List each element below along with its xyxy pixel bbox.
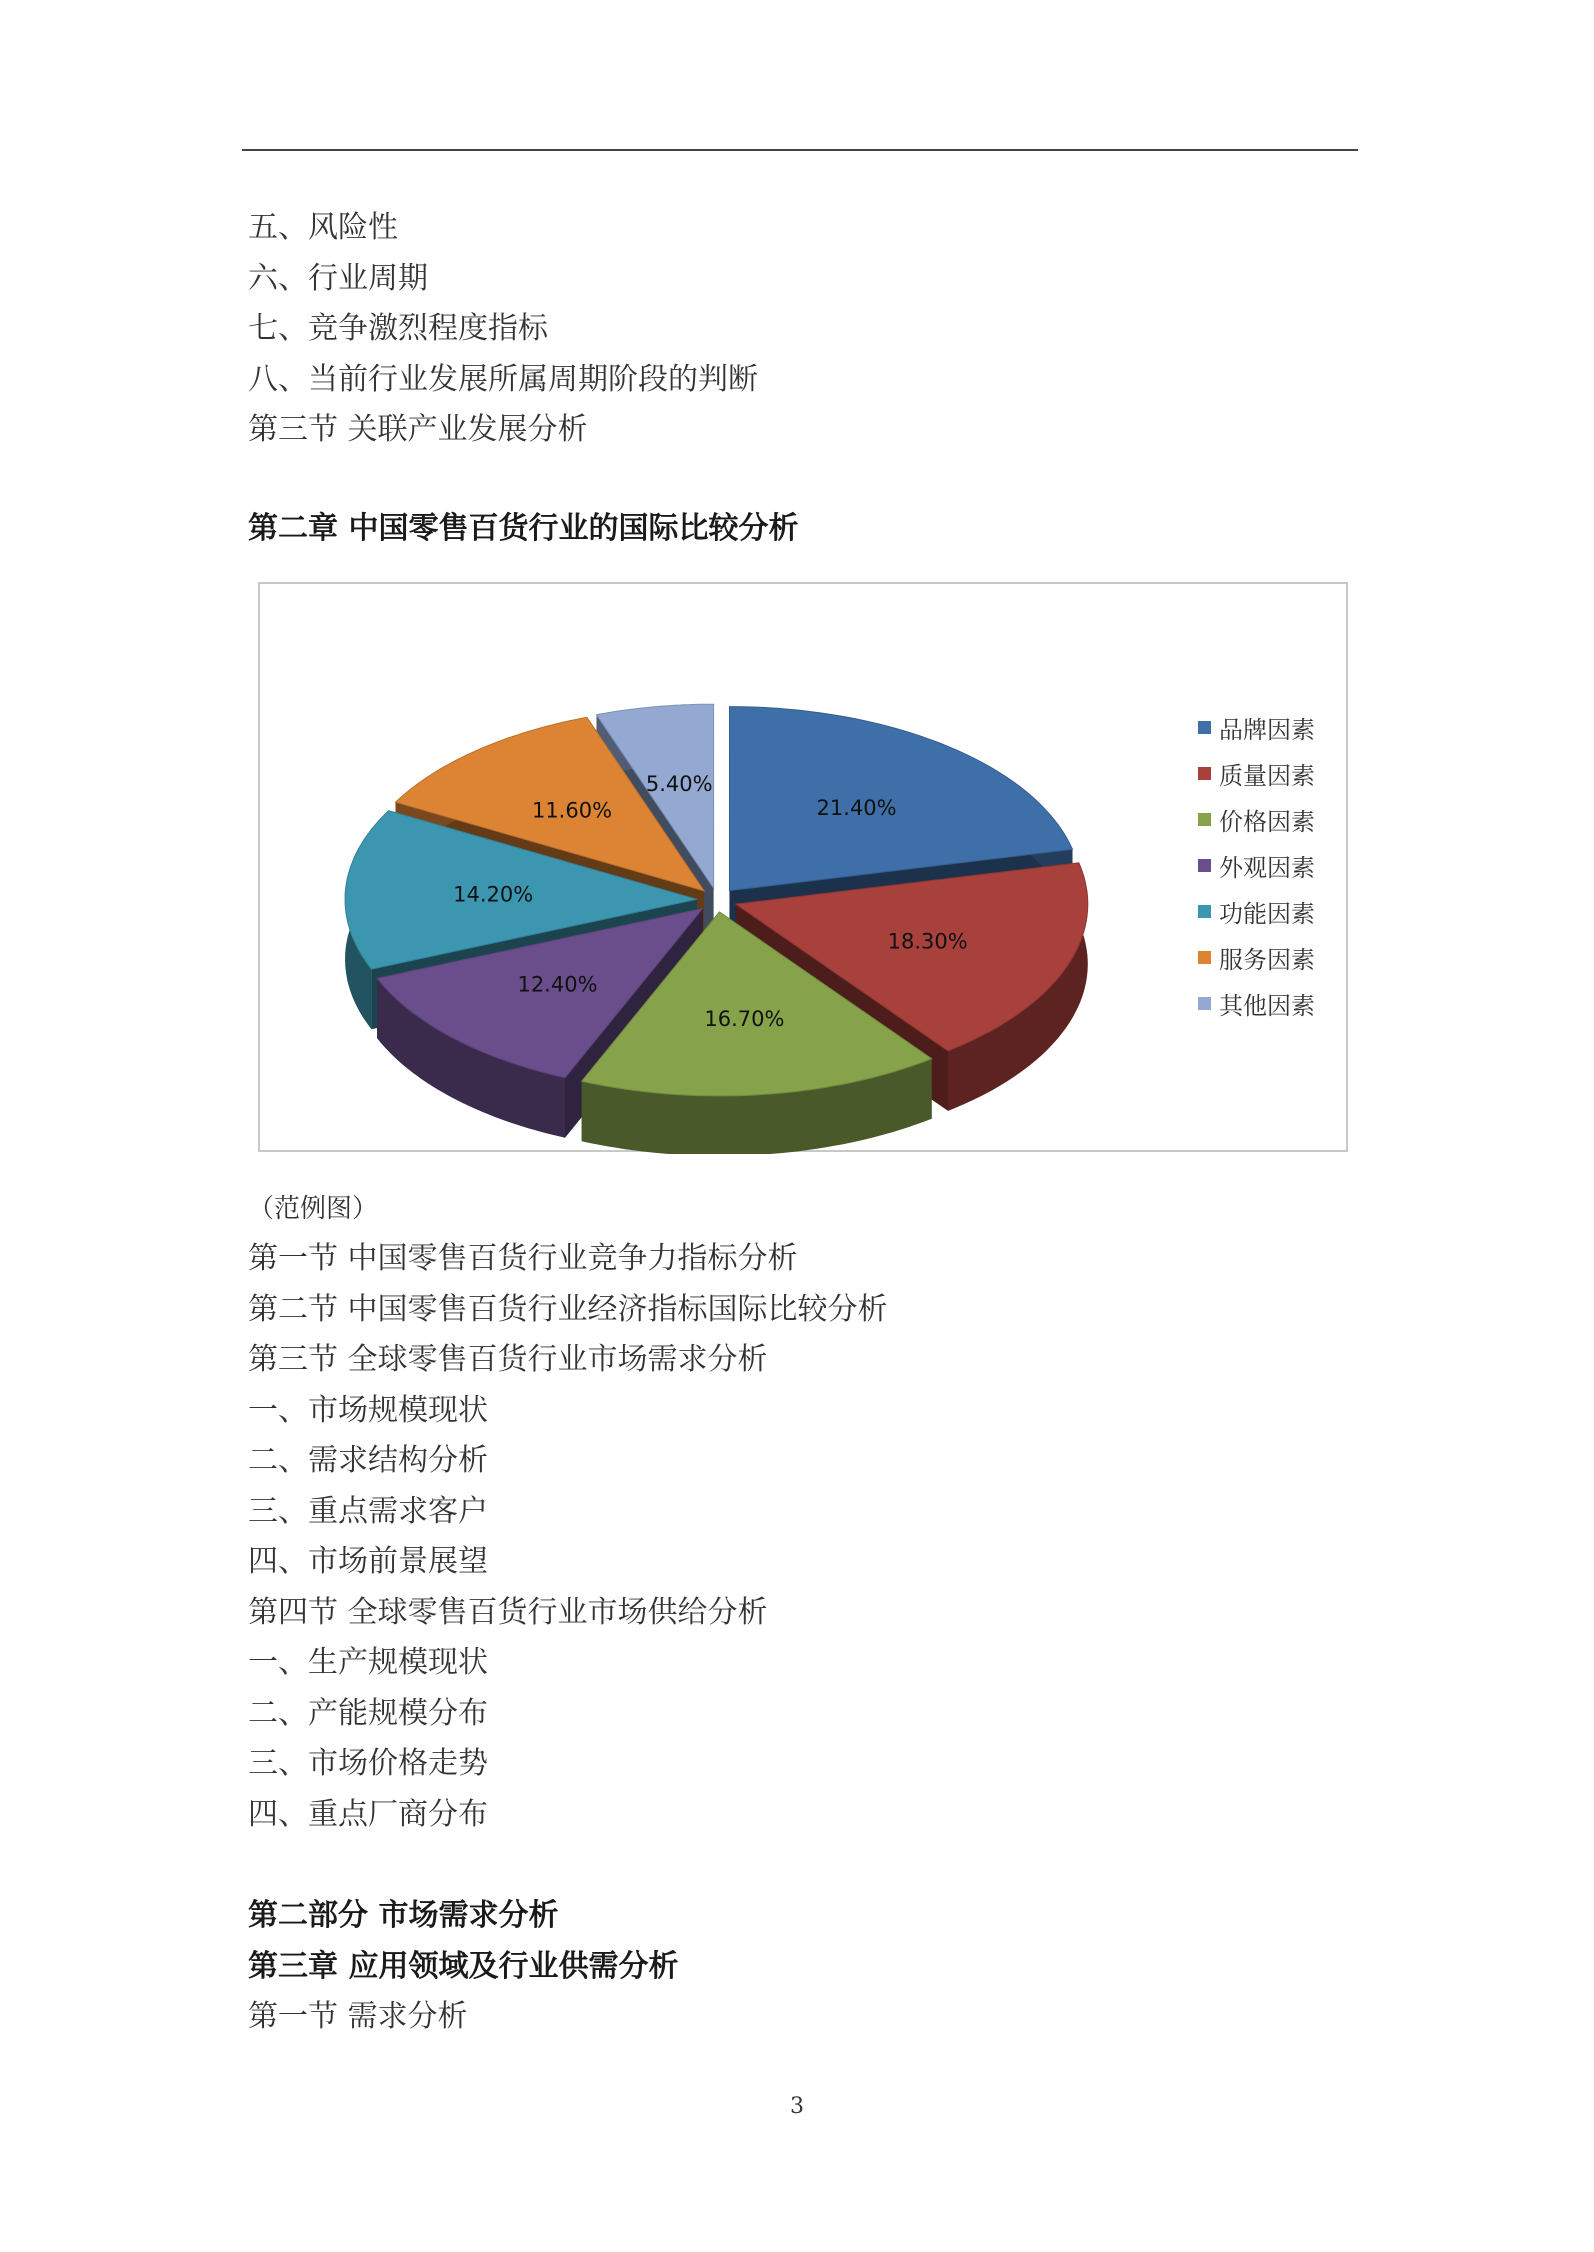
pie-label-其他因素: 5.40% bbox=[645, 772, 713, 796]
legend-label: 品牌因素 bbox=[1219, 715, 1315, 744]
legend-item-3 bbox=[1198, 842, 1315, 888]
figure-caption: （范例图） bbox=[248, 1194, 379, 1224]
pie-label-品牌因素: 21.40% bbox=[816, 796, 897, 821]
toc-line-0: 五、风险性 bbox=[248, 210, 398, 245]
pie-label-功能因素: 14.20% bbox=[453, 882, 534, 907]
toc-line-b-8: 一、生产规模现状 bbox=[248, 1645, 488, 1680]
legend-label: 外观因素 bbox=[1219, 853, 1315, 882]
legend-label: 质量因素 bbox=[1219, 761, 1315, 790]
legend-swatch bbox=[1198, 951, 1211, 964]
toc-line-4: 第三节 关联产业发展分析 bbox=[248, 412, 588, 447]
legend-swatch bbox=[1198, 767, 1211, 780]
toc-line-b-0: 第一节 中国零售百货行业竞争力指标分析 bbox=[248, 1241, 798, 1276]
toc-line-b-2: 第三节 全球零售百货行业市场需求分析 bbox=[248, 1342, 768, 1377]
legend-swatch bbox=[1198, 813, 1211, 826]
toc-line-3: 八、当前行业发展所属周期阶段的判断 bbox=[248, 361, 758, 397]
legend-item-6 bbox=[1198, 980, 1315, 1026]
legend-item-2 bbox=[1198, 796, 1315, 842]
header-rule bbox=[242, 149, 1358, 151]
legend-item-1 bbox=[1198, 750, 1315, 796]
legend-swatch bbox=[1198, 905, 1211, 918]
pie-label-质量因素: 18.30% bbox=[887, 929, 968, 954]
legend-item-5 bbox=[1198, 934, 1315, 980]
legend-swatch bbox=[1198, 859, 1211, 872]
chart-legend bbox=[1198, 704, 1315, 1026]
legend-item-4 bbox=[1198, 888, 1315, 934]
pie-label-价格因素: 16.70% bbox=[704, 1006, 785, 1031]
pie-label-外观因素: 12.40% bbox=[517, 972, 598, 997]
toc-line-2: 七、竞争激烈程度指标 bbox=[248, 311, 548, 346]
pie-chart bbox=[258, 582, 1348, 1152]
chapter-heading: 第二章 中国零售百货行业的国际比较分析 bbox=[248, 511, 799, 546]
legend-item-0 bbox=[1198, 704, 1315, 750]
toc-line-b-1: 第二节 中国零售百货行业经济指标国际比较分析 bbox=[248, 1291, 888, 1327]
legend-label: 价格因素 bbox=[1219, 807, 1315, 836]
toc-line-b-3: 一、市场规模现状 bbox=[248, 1392, 488, 1428]
toc-line-1: 六、行业周期 bbox=[248, 260, 428, 296]
toc-line-b-9: 二、产能规模分布 bbox=[248, 1695, 488, 1731]
legend-label: 其他因素 bbox=[1219, 991, 1315, 1020]
toc-line-c-2: 第一节 需求分析 bbox=[248, 1999, 468, 2034]
toc-line-b-10: 三、市场价格走势 bbox=[248, 1746, 488, 1781]
toc-line-c-1: 第三章 应用领域及行业供需分析 bbox=[248, 1948, 679, 1984]
legend-swatch bbox=[1198, 721, 1211, 734]
legend-swatch bbox=[1198, 997, 1211, 1010]
toc-line-b-11: 四、重点厂商分布 bbox=[248, 1796, 488, 1832]
pie-chart-svg bbox=[260, 584, 1350, 1154]
toc-line-b-4: 二、需求结构分析 bbox=[248, 1443, 488, 1478]
toc-line-b-6: 四、市场前景展望 bbox=[248, 1544, 488, 1579]
page-number: 3 bbox=[790, 2094, 804, 2119]
toc-line-b-7: 第四节 全球零售百货行业市场供给分析 bbox=[248, 1594, 768, 1630]
toc-line-c-0: 第二部分 市场需求分析 bbox=[248, 1898, 559, 1933]
legend-label: 功能因素 bbox=[1219, 899, 1315, 928]
legend-label: 服务因素 bbox=[1219, 945, 1315, 974]
pie-label-服务因素: 11.60% bbox=[531, 798, 613, 823]
toc-line-b-5: 三、重点需求客户 bbox=[248, 1493, 488, 1529]
